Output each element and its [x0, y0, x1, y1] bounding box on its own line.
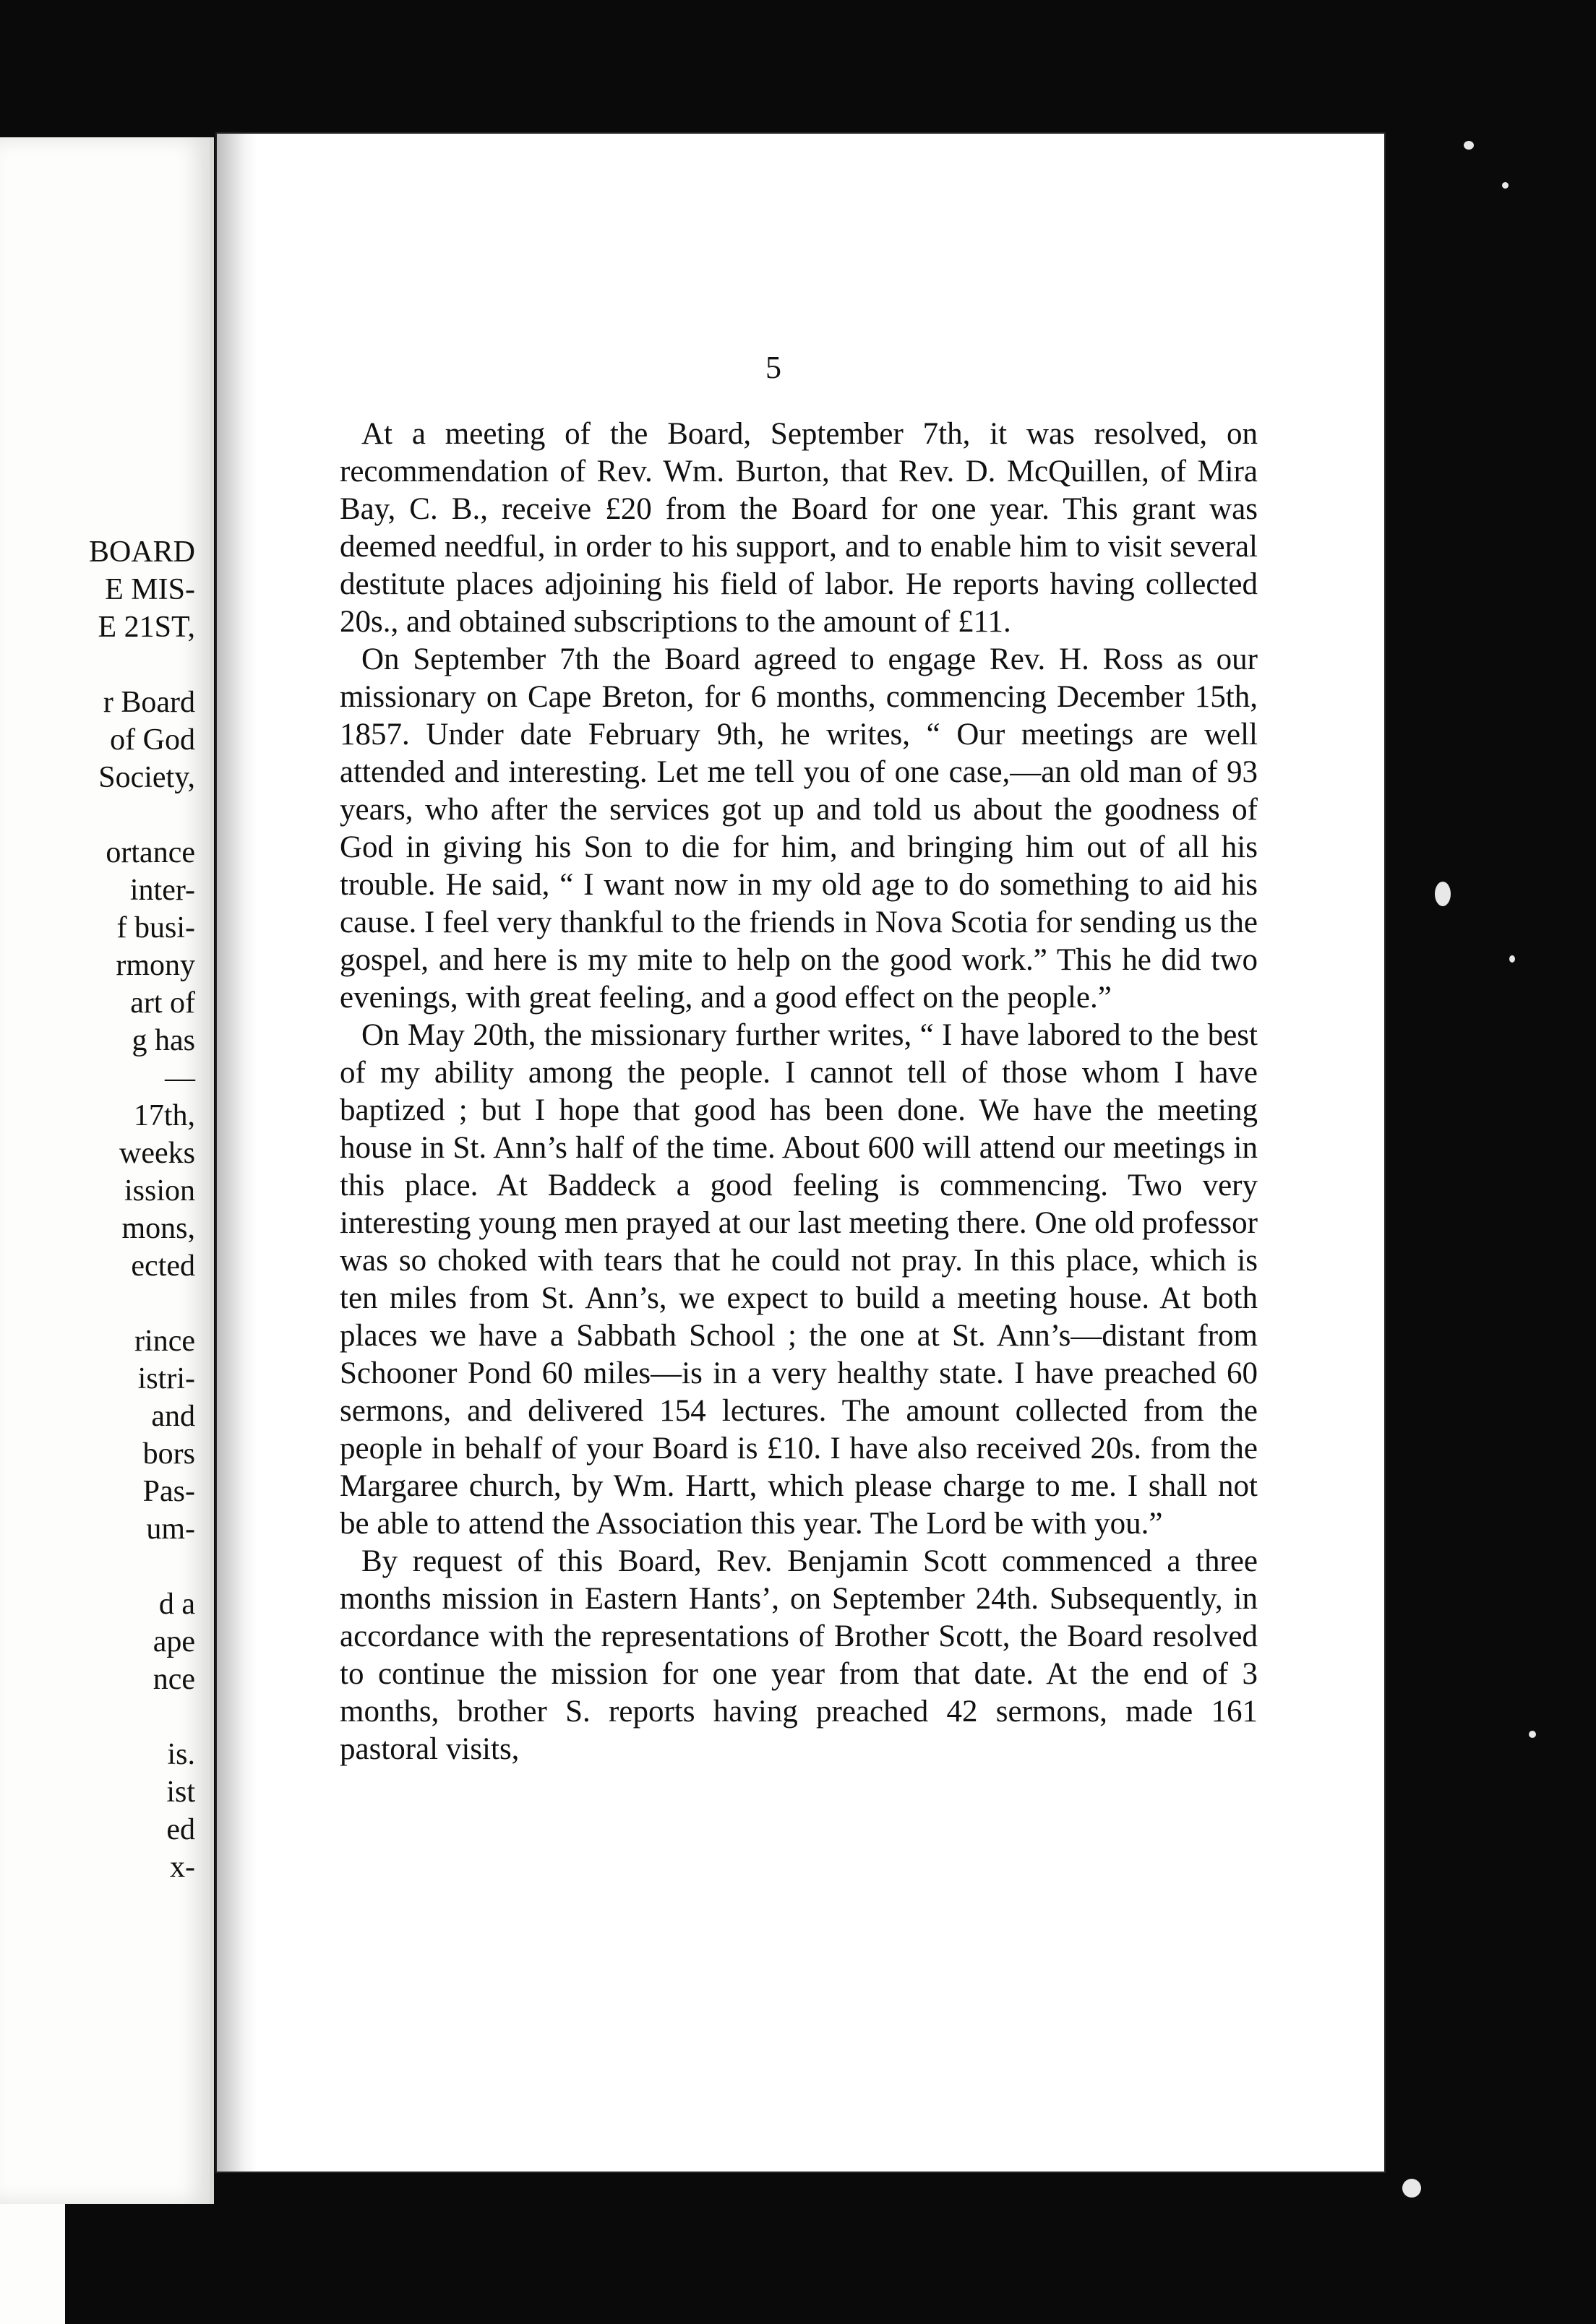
left-page-line — [0, 1548, 195, 1585]
left-page-line: inter- — [129, 874, 195, 907]
left-page-line: bors — [142, 1437, 195, 1471]
dust-speck — [1502, 182, 1509, 189]
left-page-line: r Board — [103, 686, 195, 719]
left-page-line: ission — [124, 1174, 195, 1208]
left-page-line: f busi- — [116, 911, 195, 944]
left-page-line: istri- — [137, 1362, 195, 1395]
left-page-line: rmony — [116, 949, 195, 982]
left-page-line: is. — [167, 1738, 195, 1771]
left-page-line: rince — [134, 1325, 195, 1358]
paragraph-4: By request of this Board, Rev. Benjamin Scott commenced a three months mission in Eastern Hants’, on September 24th. Subsequently, in accordance with the representations of Brother Scott, the Board resolved to continue the mission for one year from that date. At the end of 3 months, brother S. reports having preached 42 sermons, made 161 pastoral visits, — [340, 1544, 1258, 1766]
left-page-line: Pas- — [142, 1475, 195, 1508]
left-page-line: ape — [153, 1625, 195, 1658]
left-page-line: ected — [131, 1249, 195, 1283]
dust-speck — [1402, 2179, 1421, 2198]
page-gutter — [217, 134, 257, 2172]
left-page-line: BOARD — [88, 535, 195, 569]
dust-speck — [1464, 141, 1474, 150]
left-page-line: g has — [132, 1024, 195, 1057]
paragraph-1: At a meeting of the Board, September 7th, it was resolved, on recommendation of Rev. Wm. Burton, that Rev. D. McQuillen, of Mira Bay, C. B., receive £20 from the Board for one year. This grant was deemed needful, in order to his support, and to enable him to visit several destitute places adjoining his field of labor. He reports having collected 20s., and obtained subscriptions to the amount of £11. — [340, 417, 1258, 639]
left-page-line: nce — [153, 1663, 195, 1696]
left-page-line: mons, — [121, 1212, 195, 1245]
left-page-line: ortance — [106, 836, 195, 869]
left-page-line: Society, — [98, 761, 195, 794]
left-page-line: weeks — [119, 1137, 195, 1170]
body-text — [340, 416, 1258, 1768]
left-page-fragment — [0, 137, 214, 2204]
dust-speck — [1509, 955, 1515, 963]
left-page-corner — [0, 2204, 65, 2324]
left-page-line: art of — [130, 986, 195, 1020]
left-page-line — [0, 796, 195, 834]
left-page-line: E 21ST, — [98, 611, 195, 644]
left-page-line: E MIS- — [105, 573, 195, 606]
dust-speck — [1435, 882, 1451, 906]
left-page-line: 17th, — [133, 1099, 195, 1132]
left-page-line — [0, 1698, 195, 1736]
left-page-line — [0, 646, 195, 684]
left-page-line: ist — [166, 1776, 195, 1809]
paragraph-3: On May 20th, the missionary further writes, “ I have labored to the best of my ability among the people. I cannot tell of those whom I have baptized ; but I hope that good has been done. We have the meeting house in St. Ann’s half of the time. About 600 will attend our meetings in this place. At Baddeck a good feeling is commencing. Two very interesting young men prayed at our last meeting there. One old professor was so choked with tears that he could not pray. In this place, which is ten miles from St. Ann’s, we expect to build a meeting house. At both places we have a Sabbath School ; the one at St. Ann’s—distant from Schooner Pond 60 miles—is in a very healthy state. I have preached 60 sermons, and delivered 154 lectures. The amount collected from the people in behalf of your Board is £10. I have also received 20s. from the Margaree church, by Wm. Hartt, which please charge to me. I shall not be able to attend the Association this year. The Lord be with you.” — [340, 1018, 1258, 1541]
left-page-line: — — [165, 1062, 195, 1095]
left-page-line: of God — [110, 723, 195, 757]
left-page-text — [0, 533, 195, 1886]
left-page-line: um- — [146, 1512, 195, 1546]
left-page-line: and — [151, 1400, 195, 1433]
left-page-line: d a — [158, 1588, 195, 1621]
left-page-line: ed — [166, 1813, 195, 1846]
main-page — [217, 134, 1384, 2172]
left-page-line: x- — [170, 1851, 195, 1884]
paragraph-2: On September 7th the Board agreed to engage Rev. H. Ross as our missionary on Cape Breton, for 6 months, commencing December 15th, 1857. Under date February 9th, he writes, “ Our meetings are well attended and interesting. Let me tell you of one case,—an old man of 93 years, who after the services got up and told us about the goodness of God in giving his Son to die for him, and bringing him out of all his trouble. He said, “ I want now in my old age to do something to aid his cause. I feel very thankful to the friends in Nova Scotia for sending us the gospel, and here is my mite to help on the good work.” This he did two evenings, with great feeling, and a good effect on the people.” — [340, 642, 1258, 1015]
dust-speck — [1529, 1731, 1536, 1738]
page-number: 5 — [765, 350, 781, 385]
left-page-line — [0, 1285, 195, 1322]
